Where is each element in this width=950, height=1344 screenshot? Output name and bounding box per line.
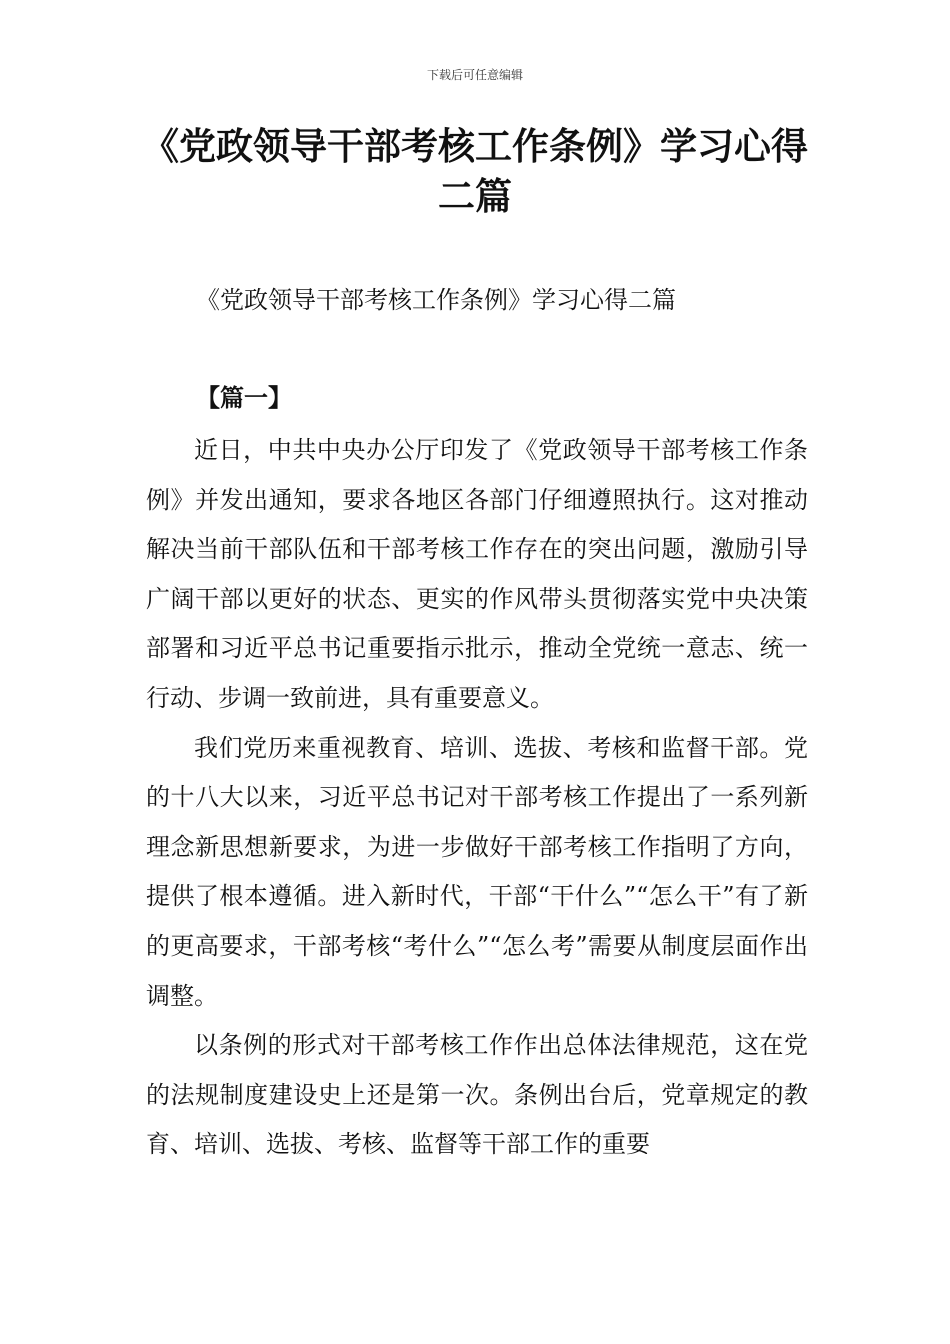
- header-note: 下载后可任意编辑: [426, 68, 523, 82]
- section-label: 【篇一】: [196, 384, 292, 412]
- document-subtitle: 《党政领导干部考核工作条例》学习心得二篇: [196, 286, 676, 314]
- document-title: [120, 122, 830, 222]
- body-text: [146, 426, 808, 1170]
- paragraph-2: 我们党历来重视教育、培训、选拔、考核和监督干部。党的十八大以来，习近平总书记对干部考核工作提出了一系列新理念新思想新要求，为进一步做好干部考核工作指明了方向，提供了根本遵循。进入新时代，干部“干什么”“怎么干”有了新的更高要求，干部考核“考什么”“怎么考”需要从制度层面作出调整。: [146, 733, 808, 1010]
- paragraph-1: 近日，中共中央办公厅印发了《党政领导干部考核工作条例》并发出通知，要求各地区各部门仔细遵照执行。这对推动解决当前干部队伍和干部考核工作存在的突出问题，激励引导广阔干部以更好的状态、更实的作风带头贯彻落实党中央决策部署和习近平总书记重要指示批示，推动全党统一意志、统一行动、步调一致前进，具有重要意义。: [146, 436, 808, 712]
- title-line-1: 《党政领导干部考核工作条例》学习心得: [142, 125, 808, 168]
- title-line-2: 二篇: [438, 175, 512, 218]
- paragraph-3: 以条例的形式对干部考核工作作出总体法律规范，这在党的法规制度建设史上还是第一次。条例出台后，党章规定的教育、培训、选拔、考核、监督等干部工作的重要: [146, 1031, 808, 1159]
